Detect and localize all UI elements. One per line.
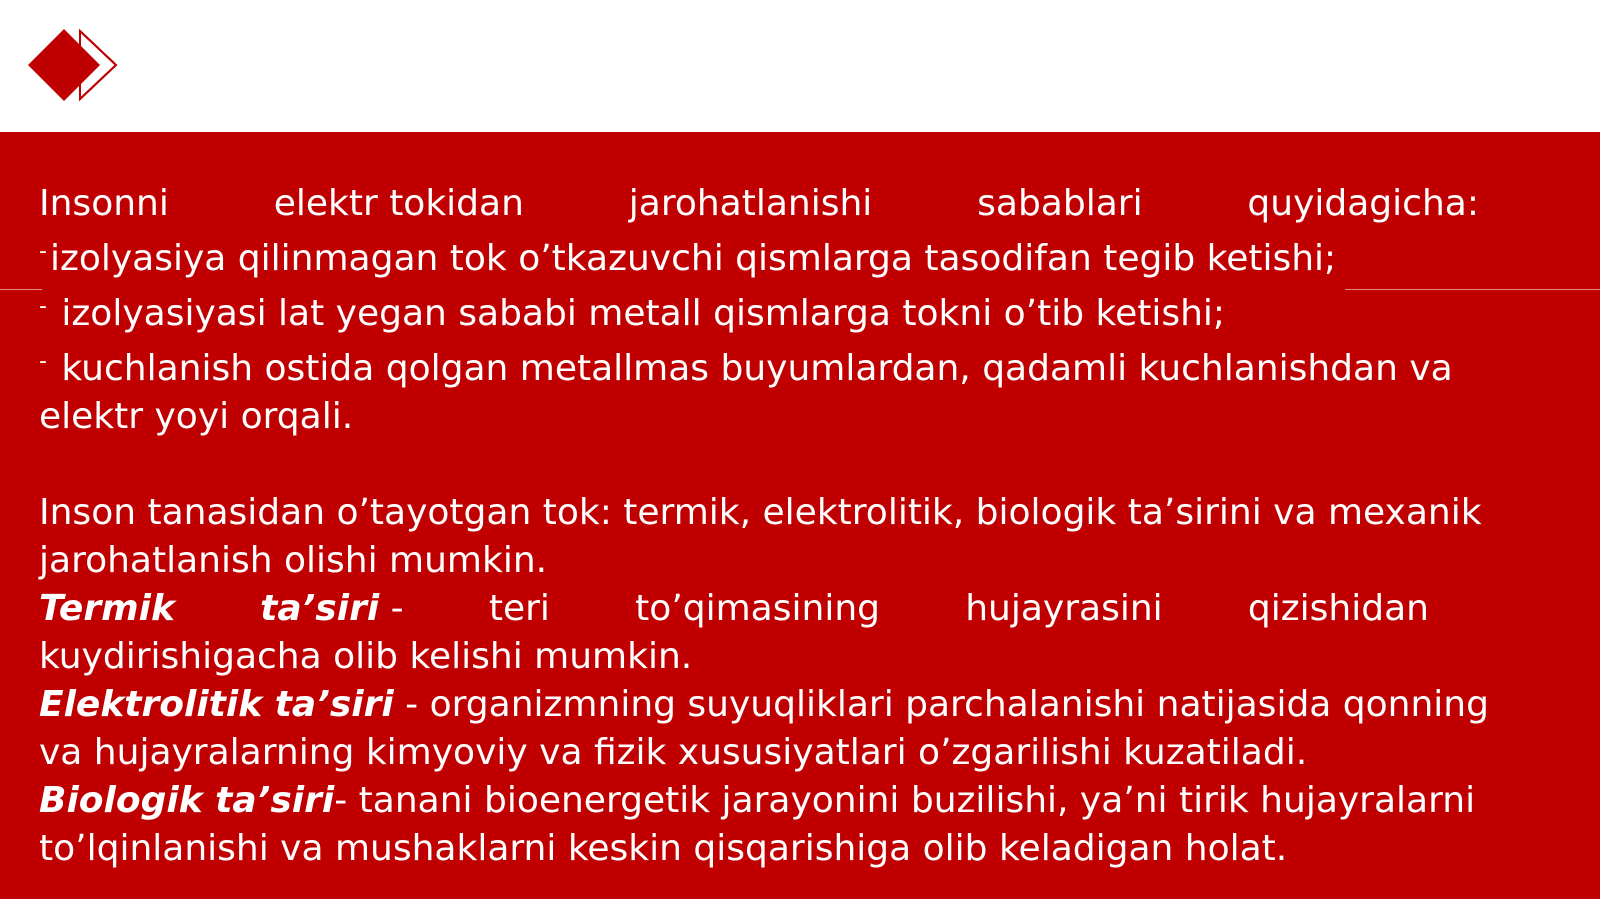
termik-term: ta’siri	[260, 588, 380, 629]
slide-body-text	[39, 180, 1539, 873]
cause-text: izolyasiya qilinmagan tok o’tkazuvchi qismlarga tasodifan tegib ketishi;	[49, 238, 1337, 279]
termik-word: hujayrasini	[965, 588, 1163, 629]
effects-intro-line: jarohatlanish olishi mumkin.	[39, 540, 548, 581]
intro-word: sabablari	[977, 183, 1143, 224]
termik-word: qizishidan	[1247, 588, 1429, 629]
termik-line	[39, 585, 1429, 633]
biologik-line: to’lqinlanishi va mushaklarni keskin qisqarishiga olib keladigan holat.	[39, 828, 1288, 869]
spacer	[39, 441, 1539, 489]
biologik-text: - tanani bioenergetik jarayonini buzilishi, ya’ni tirik hujayralarni	[334, 780, 1476, 821]
termik-word: to’qimasining	[635, 588, 880, 629]
effects-intro-line: Inson tanasidan o’tayotgan tok: termik, elektrolitik, biologik ta’sirini va mexanik	[39, 492, 1482, 533]
termik-word: teri	[488, 588, 550, 629]
biologik-line	[39, 777, 1539, 825]
cause-item	[39, 338, 1539, 393]
cause-text: kuchlanish ostida qolgan metallmas buyumlardan, qadamli kuchlanishdan va	[49, 348, 1453, 389]
elektrolitik-term: Elektrolitik ta’siri	[39, 684, 394, 725]
termik-word: -	[390, 588, 404, 629]
elektrolitik-line	[39, 681, 1539, 729]
intro-word: elektr tokidan	[273, 183, 524, 224]
termik-line: kuydirishigacha olib kelishi mumkin.	[39, 636, 693, 677]
intro-word: quyidagicha:	[1247, 183, 1479, 224]
intro-line	[39, 180, 1479, 228]
red-diamond-logo-icon	[24, 26, 122, 104]
cause-text: izolyasiyasi lat yegan sababi metall qismlarga tokni o’tib ketishi;	[49, 293, 1226, 334]
bullet-dash: -	[39, 294, 47, 319]
intro-word: Insonni	[39, 183, 169, 224]
divider-line-left	[0, 289, 42, 290]
termik-term-group	[260, 585, 404, 633]
cause-item	[39, 228, 1539, 283]
cause-tail: elektr yoyi orqali.	[39, 396, 354, 437]
biologik-term: Biologik ta’siri	[39, 780, 335, 821]
elektrolitik-line: va hujayralarning kimyoviy va fizik xususiyatlari o’zgarilishi kuzatiladi.	[39, 732, 1308, 773]
elektrolitik-text: - organizmning suyuqliklari parchalanishi natijasida qonning	[393, 684, 1489, 725]
intro-word: jarohatlanishi	[628, 183, 873, 224]
bullet-dash: -	[39, 349, 47, 374]
bullet-dash: -	[39, 239, 47, 264]
cause-item	[39, 283, 1539, 338]
termik-term: Termik	[39, 588, 175, 629]
